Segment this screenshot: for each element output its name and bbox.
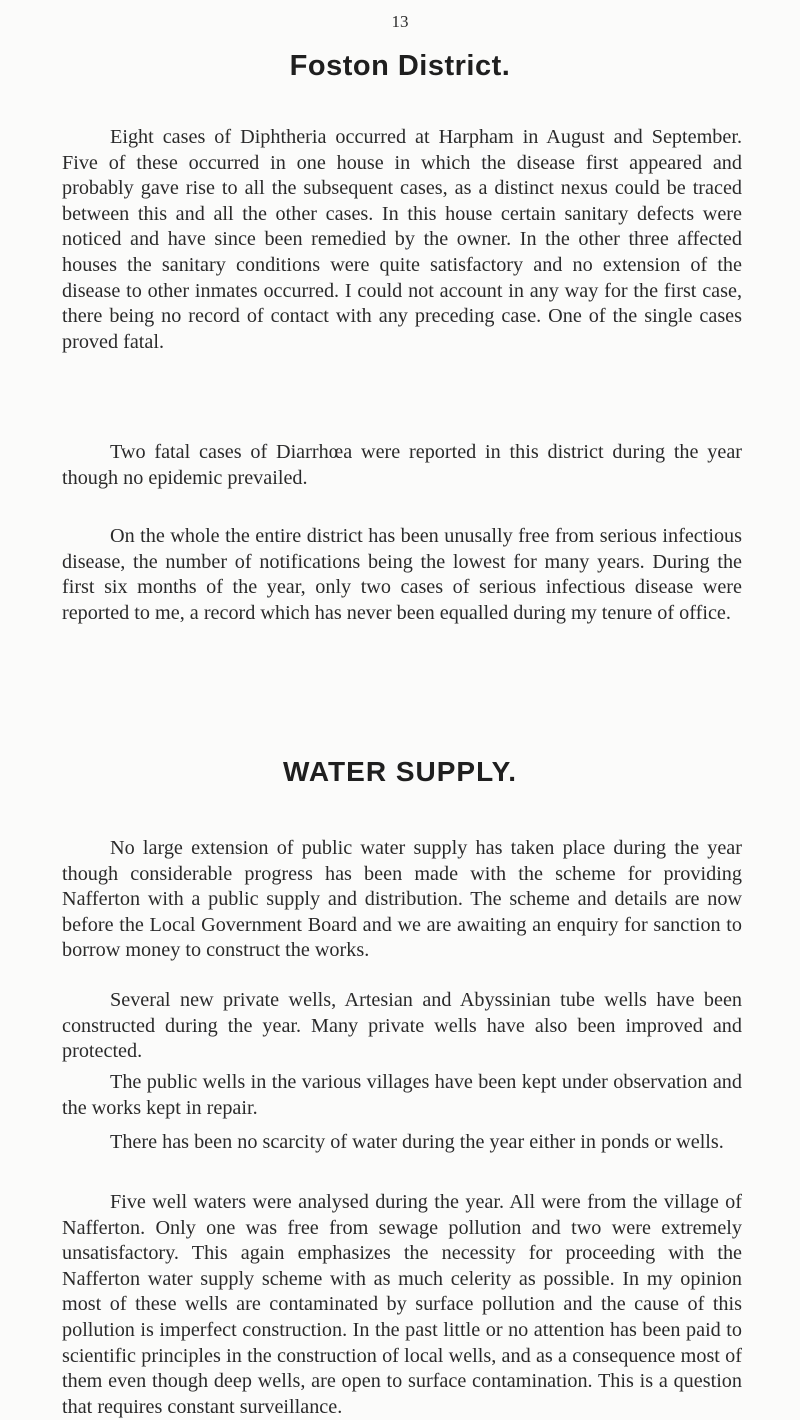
paragraph-well-water-analysis: Five well waters were analysed during the year. All were from the village of Nafferton. Only one was free from sewage pollution and two were extremely unsatisfactory. This again emphasizes the necessity for proceeding with the Nafferton water supply scheme with as much celerity as possible. In my opinion most of these wells are contaminated by surface pollution and the cause of this pollution is imperfect construction. In the past little or no attention has been paid to scientific principles in the construction of local wells, and as a consequence most of them even though deep wells, are open to surface contamination. This is a question that requires constant surveillance. — [62, 1191, 742, 1418]
paragraph-diarrhoea: Two fatal cases of Diarrhœa were reported in this district during the year though no epidemic prevailed. — [62, 441, 742, 489]
paragraph-water-scarcity: There has been no scarcity of water during the year either in ponds or wells. — [110, 1131, 724, 1153]
paragraph-infectious-disease-summary: On the whole the entire district has been unusally free from serious infectious disease, the number of notifications being the lowest for many years. During the first six months of the year, only two cases of serious infectious disease were reported to me, a record which has never been equalled during my tenure of office. — [62, 525, 742, 624]
paragraph-public-water-supply: No large extension of public water supply has taken place during the year though considerable progress has been made with the scheme for providing Nafferton with a public supply and distribution. The scheme and details are now before the Local Government Board and we are awaiting an enquiry for sanction to borrow money to construct the works. — [62, 837, 742, 962]
section-title-water-supply: WATER SUPPLY. — [283, 756, 517, 787]
section-title-foston-district: Foston District. — [289, 50, 511, 82]
paragraph-diphtheria: Eight cases of Diphtheria occurred at Harpham in August and September. Five of these occurred in one house in which the disease first appeared and probably gave rise to all the subsequent cases, as a distinct nexus could be traced between this and all the other cases. In this house certain sanitary defects were noticed and have since been remedied by the owner. In the other three affected houses the sanitary conditions were quite satisfactory and no extension of the disease to other inmates occurred. I could not account in any way for the first case, there being no record of contact with any preceding case. One of the single cases proved fatal. — [62, 126, 742, 353]
paragraph-public-wells: The public wells in the various villages have been kept under observation and the works kept in repair. — [62, 1071, 742, 1119]
page-number: 13 — [391, 12, 409, 31]
paragraph-private-wells: Several new private wells, Artesian and Abyssinian tube wells have been constructed during the year. Many private wells have also been improved and protected. — [62, 989, 742, 1063]
